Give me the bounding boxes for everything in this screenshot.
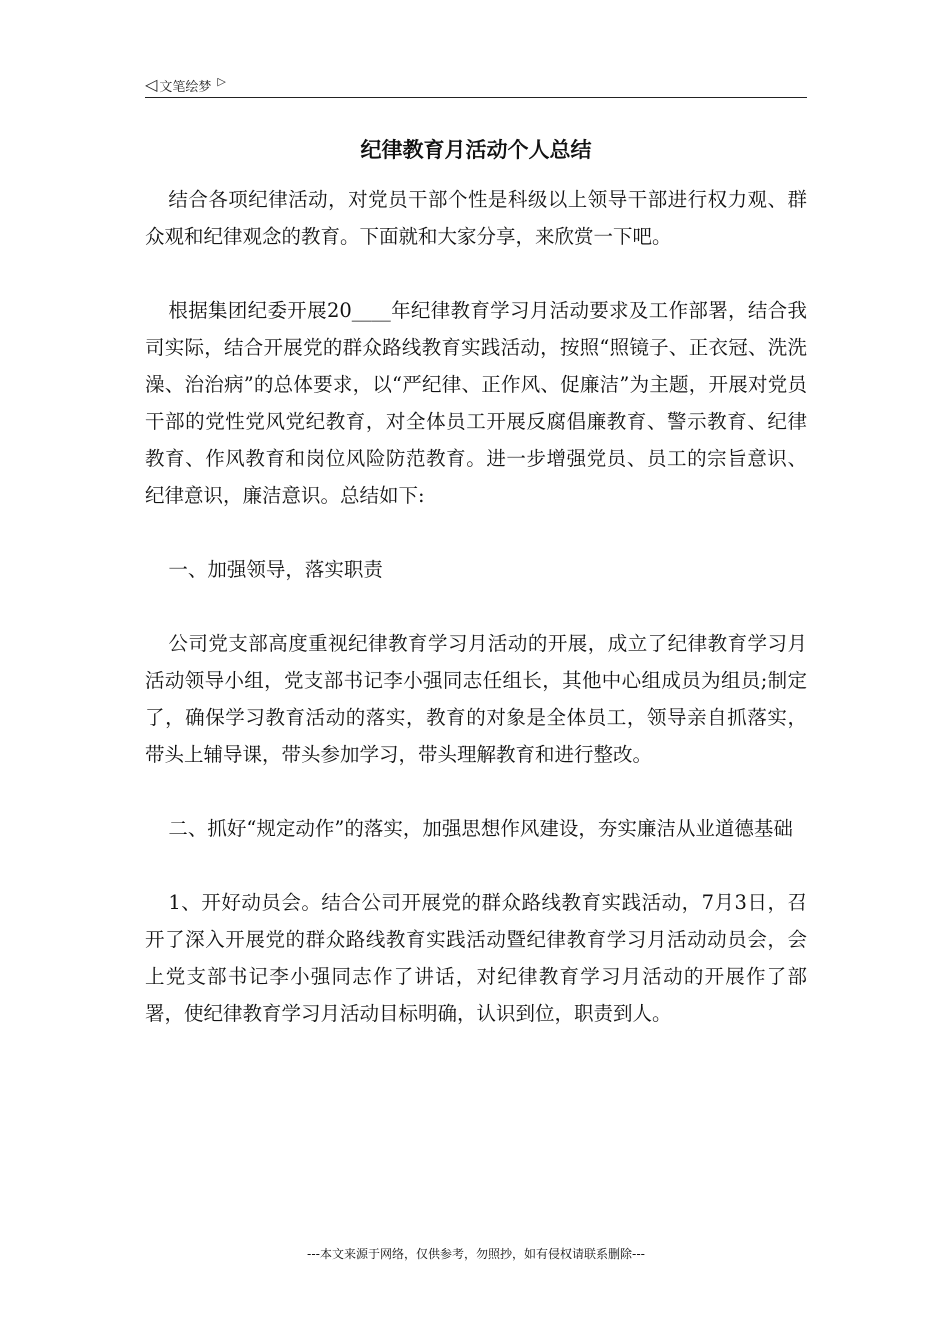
document-title: 纪律教育月活动个人总结: [360, 138, 592, 162]
document-body: [145, 181, 807, 1069]
paragraph-intro: 结合各项纪律活动，对党员干部个性是科级以上领导干部进行权力观、群众观和纪律观念的教育。下面就和大家分享，来欣赏一下吧。: [145, 188, 807, 248]
section-heading-2: 二、抓好“规定动作”的落实，加强思想作风建设，夯实廉洁从业道德基础: [168, 817, 793, 840]
paragraph-mobilization: 1、开好动员会。结合公司开展党的群众路线教育实践活动，7月3日，召开了深入开展党的群众路线教育实践活动暨纪律教育学习月活动动员会，会上党支部书记李小强同志作了讲话，对纪律教育学习月活动的开展作了部署，使纪律教育学习月活动目标明确，认识到位，职责到人。: [145, 891, 807, 1025]
footer-notice: ---本文来源于网络，仅供参考，勿照抄，如有侵权请联系删除---: [307, 1247, 645, 1261]
section-heading-1: 一、加强领导，落实职责: [168, 558, 383, 581]
header-divider: [145, 97, 807, 98]
page-header: [145, 74, 226, 96]
paragraph-background: 根据集团纪委开展20____年纪律教育学习月活动要求及工作部署，结合我司实际，结合开展党的群众路线教育实践活动，按照“照镜子、正衣冠、洗洗澡、治治病”的总体要求，以“严纪律、正作风、促廉洁”为主题，开展对党员干部的党性党风党纪教育，对全体员工开展反腐倡廉教育、警示教育、纪律教育、作风教育和岗位风险防范教育。进一步增强党员、员工的宗旨意识、纪律意识，廉洁意识。总结如下:: [145, 299, 807, 507]
triangle-right-icon: ▷: [217, 74, 226, 88]
header-label: 文笔绘梦: [159, 79, 212, 95]
triangle-left-icon: ◁: [145, 75, 158, 94]
paragraph-leadership: 公司党支部高度重视纪律教育学习月活动的开展，成立了纪律教育学习月活动领导小组，党支部书记李小强同志任组长，其他中心组成员为组员;制定了，确保学习教育活动的落实，教育的对象是全体员工，领导亲自抓落实，带头上辅导课，带头参加学习，带头理解教育和进行整改。: [145, 632, 807, 766]
